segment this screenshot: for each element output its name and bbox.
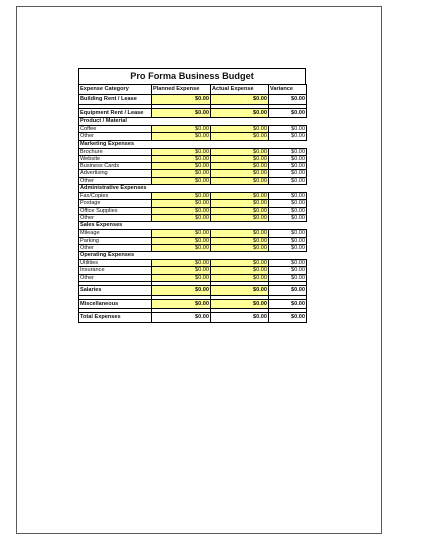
section-row: [79, 252, 307, 260]
section-blank-cell: [152, 252, 211, 260]
planned-expense-cell: $0.00: [152, 313, 211, 323]
planned-expense-cell[interactable]: $0.00: [152, 274, 211, 281]
actual-expense-cell[interactable]: $0.00: [211, 274, 269, 281]
section-blank-cell: [269, 252, 307, 260]
planned-expense-cell[interactable]: $0.00: [152, 193, 211, 200]
header-planned-expense: Planned Expense: [152, 85, 211, 95]
expense-row: [79, 108, 307, 118]
expense-row: [79, 244, 307, 251]
expense-row: [79, 267, 307, 274]
sheet-title: Pro Forma Business Budget: [78, 68, 306, 84]
expense-row: [79, 126, 307, 133]
section-row: [79, 140, 307, 148]
variance-cell: $0.00: [269, 108, 307, 118]
section-blank-cell: [152, 118, 211, 126]
section-label: Administrative Expenses: [79, 185, 152, 193]
section-label: Marketing Expenses: [79, 140, 152, 148]
actual-expense-cell[interactable]: $0.00: [211, 237, 269, 244]
variance-cell: $0.00: [269, 230, 307, 237]
expense-label: Other: [79, 133, 152, 140]
planned-expense-cell[interactable]: $0.00: [152, 95, 211, 105]
expense-label: Miscellaneous: [79, 299, 152, 309]
planned-expense-cell[interactable]: $0.00: [152, 267, 211, 274]
section-blank-cell: [152, 185, 211, 193]
expense-row: [79, 148, 307, 155]
header-actual-expense: Actual Expense: [211, 85, 269, 95]
expense-row: [79, 274, 307, 281]
header-expense-category: Expense Category: [79, 85, 152, 95]
variance-cell: $0.00: [269, 207, 307, 214]
expense-row: [79, 230, 307, 237]
actual-expense-cell[interactable]: $0.00: [211, 108, 269, 118]
expense-label: Equipment Rent / Lease: [79, 108, 152, 118]
planned-expense-cell[interactable]: $0.00: [152, 177, 211, 184]
budget-table: [78, 84, 307, 323]
actual-expense-cell[interactable]: $0.00: [211, 148, 269, 155]
section-blank-cell: [211, 185, 269, 193]
section-blank-cell: [211, 252, 269, 260]
actual-expense-cell[interactable]: $0.00: [211, 214, 269, 221]
expense-row: [79, 95, 307, 105]
expense-label: Utilities: [79, 260, 152, 267]
section-blank-cell: [269, 185, 307, 193]
expense-row: [79, 214, 307, 221]
section-label: Operating Expenses: [79, 252, 152, 260]
planned-expense-cell[interactable]: $0.00: [152, 108, 211, 118]
section-row: [79, 118, 307, 126]
actual-expense-cell[interactable]: $0.00: [211, 170, 269, 177]
planned-expense-cell[interactable]: $0.00: [152, 163, 211, 170]
header-row: [79, 85, 307, 95]
actual-expense-cell[interactable]: $0.00: [211, 126, 269, 133]
planned-expense-cell[interactable]: $0.00: [152, 207, 211, 214]
variance-cell: $0.00: [269, 155, 307, 162]
total-row: [79, 313, 307, 323]
section-blank-cell: [269, 222, 307, 230]
expense-label: Business Cards: [79, 163, 152, 170]
variance-cell: $0.00: [269, 148, 307, 155]
planned-expense-cell[interactable]: $0.00: [152, 148, 211, 155]
expense-row: [79, 177, 307, 184]
actual-expense-cell[interactable]: $0.00: [211, 95, 269, 105]
expense-label: Parking: [79, 237, 152, 244]
actual-expense-cell[interactable]: $0.00: [211, 267, 269, 274]
planned-expense-cell[interactable]: $0.00: [152, 200, 211, 207]
section-blank-cell: [211, 222, 269, 230]
variance-cell: $0.00: [269, 313, 307, 323]
expense-row: [79, 286, 307, 296]
expense-row: [79, 170, 307, 177]
planned-expense-cell[interactable]: $0.00: [152, 170, 211, 177]
expense-row: [79, 299, 307, 309]
expense-row: [79, 237, 307, 244]
expense-label: Advertising: [79, 170, 152, 177]
variance-cell: $0.00: [269, 133, 307, 140]
variance-cell: $0.00: [269, 177, 307, 184]
expense-row: [79, 260, 307, 267]
expense-label: Salaries: [79, 286, 152, 296]
section-label: Product / Material: [79, 118, 152, 126]
variance-cell: $0.00: [269, 126, 307, 133]
expense-label: Insurance: [79, 267, 152, 274]
expense-label: Other: [79, 214, 152, 221]
expense-label: Other: [79, 177, 152, 184]
actual-expense-cell[interactable]: $0.00: [211, 207, 269, 214]
planned-expense-cell[interactable]: $0.00: [152, 214, 211, 221]
actual-expense-cell: $0.00: [211, 313, 269, 323]
section-blank-cell: [269, 118, 307, 126]
actual-expense-cell[interactable]: $0.00: [211, 260, 269, 267]
actual-expense-cell[interactable]: $0.00: [211, 177, 269, 184]
planned-expense-cell[interactable]: $0.00: [152, 299, 211, 309]
budget-table-body: [79, 85, 307, 323]
actual-expense-cell[interactable]: $0.00: [211, 133, 269, 140]
expense-row: [79, 155, 307, 162]
print-preview-page: [16, 6, 382, 534]
expense-label: Website: [79, 155, 152, 162]
expense-label: Coffee: [79, 126, 152, 133]
section-label: Sales Expenses: [79, 222, 152, 230]
variance-cell: $0.00: [269, 244, 307, 251]
planned-expense-cell[interactable]: $0.00: [152, 244, 211, 251]
variance-cell: $0.00: [269, 170, 307, 177]
expense-label: Total Expenses: [79, 313, 152, 323]
planned-expense-cell[interactable]: $0.00: [152, 260, 211, 267]
actual-expense-cell[interactable]: $0.00: [211, 244, 269, 251]
expense-row: [79, 163, 307, 170]
section-blank-cell: [269, 140, 307, 148]
expense-label: Building Rent / Lease: [79, 95, 152, 105]
expense-row: [79, 133, 307, 140]
expense-label: Other: [79, 244, 152, 251]
section-blank-cell: [152, 222, 211, 230]
expense-row: [79, 193, 307, 200]
section-row: [79, 185, 307, 193]
variance-cell: $0.00: [269, 214, 307, 221]
expense-label: Fax/Copies: [79, 193, 152, 200]
planned-expense-cell[interactable]: $0.00: [152, 286, 211, 296]
expense-row: [79, 207, 307, 214]
section-blank-cell: [152, 140, 211, 148]
expense-label: Other: [79, 274, 152, 281]
planned-expense-cell[interactable]: $0.00: [152, 133, 211, 140]
budget-sheet: [78, 68, 306, 323]
variance-cell: $0.00: [269, 286, 307, 296]
section-blank-cell: [211, 118, 269, 126]
variance-cell: $0.00: [269, 260, 307, 267]
variance-cell: $0.00: [269, 274, 307, 281]
expense-label: Office Supplies: [79, 207, 152, 214]
actual-expense-cell[interactable]: $0.00: [211, 155, 269, 162]
planned-expense-cell[interactable]: $0.00: [152, 237, 211, 244]
variance-cell: $0.00: [269, 299, 307, 309]
actual-expense-cell[interactable]: $0.00: [211, 200, 269, 207]
expense-label: Mileage: [79, 230, 152, 237]
variance-cell: $0.00: [269, 267, 307, 274]
section-row: [79, 222, 307, 230]
variance-cell: $0.00: [269, 200, 307, 207]
actual-expense-cell[interactable]: $0.00: [211, 286, 269, 296]
variance-cell: $0.00: [269, 95, 307, 105]
actual-expense-cell[interactable]: $0.00: [211, 230, 269, 237]
expense-label: Brochure: [79, 148, 152, 155]
actual-expense-cell[interactable]: $0.00: [211, 193, 269, 200]
planned-expense-cell[interactable]: $0.00: [152, 230, 211, 237]
expense-row: [79, 200, 307, 207]
planned-expense-cell[interactable]: $0.00: [152, 126, 211, 133]
actual-expense-cell[interactable]: $0.00: [211, 299, 269, 309]
expense-label: Postage: [79, 200, 152, 207]
variance-cell: $0.00: [269, 237, 307, 244]
variance-cell: $0.00: [269, 163, 307, 170]
planned-expense-cell[interactable]: $0.00: [152, 155, 211, 162]
actual-expense-cell[interactable]: $0.00: [211, 163, 269, 170]
section-blank-cell: [211, 140, 269, 148]
header-variance: Variance: [269, 85, 307, 95]
variance-cell: $0.00: [269, 193, 307, 200]
